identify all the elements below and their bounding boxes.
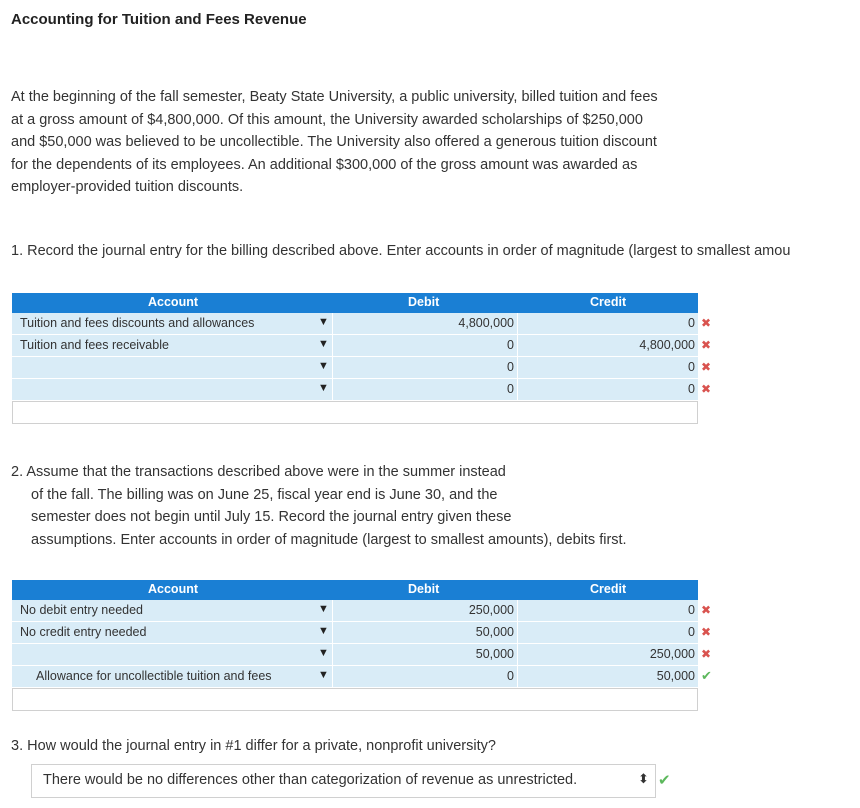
question-2-line: semester does not begin until July 15. Record the journal entry given these: [31, 509, 512, 526]
journal-header: [12, 293, 698, 313]
account-select[interactable]: [12, 666, 332, 687]
journal-row: [12, 600, 712, 622]
debit-input[interactable]: [333, 666, 517, 687]
credit-value: 0: [688, 316, 695, 330]
page-title: Accounting for Tuition and Fees Revenue: [11, 11, 307, 28]
credit-value: 50,000: [656, 669, 695, 683]
debit-value: 0: [507, 382, 514, 396]
problem-description: At the beginning of the fall semester, Beaty State University, a public university, billed tuition and fees at a gross amount of $4,800,000. Of this amount, the University awarded scholarships of $250,000 and $50,000 was believed to be uncollectible. The University also offered a generous tuition discount for the dependents of its employees. An additional $300,000 of the gross amount was awarded as employer-provided tuition discounts.: [11, 89, 658, 196]
credit-value: 4,800,000: [639, 338, 695, 352]
debit-header: Debit: [408, 295, 440, 309]
account-select[interactable]: [12, 335, 332, 356]
journal-row: [12, 313, 712, 335]
credit-value: 250,000: [649, 647, 695, 661]
account-value: No credit entry needed: [20, 625, 147, 639]
journal-footer: [12, 688, 698, 711]
credit-input[interactable]: [518, 379, 698, 400]
journal-row: [12, 335, 712, 357]
chevron-down-icon: ▼: [318, 382, 329, 394]
debit-input[interactable]: [333, 622, 517, 643]
journal-row: [12, 357, 712, 379]
journal-row: [12, 644, 712, 666]
debit-value: 250,000: [468, 603, 514, 617]
account-value: Tuition and fees discounts and allowances: [20, 316, 255, 330]
credit-input[interactable]: [518, 622, 698, 643]
chevron-down-icon: ▼: [318, 647, 329, 659]
journal-row: [12, 622, 712, 644]
credit-header: Credit: [590, 582, 627, 596]
chevron-down-icon: ▼: [318, 338, 329, 350]
chevron-down-icon: ▼: [318, 625, 329, 637]
credit-input[interactable]: [518, 644, 698, 665]
debit-input[interactable]: [333, 379, 517, 400]
credit-header: Credit: [590, 295, 627, 309]
journal-footer: [12, 401, 698, 424]
account-header: Account: [148, 582, 198, 596]
debit-input[interactable]: [333, 644, 517, 665]
journal-row: [12, 379, 712, 401]
debit-input[interactable]: [333, 335, 517, 356]
x-mark-icon: ✖: [701, 338, 712, 352]
updown-arrows-icon: ⬍: [638, 771, 649, 786]
x-mark-icon: ✖: [701, 603, 712, 617]
credit-input[interactable]: [518, 335, 698, 356]
chevron-down-icon: ▼: [318, 669, 329, 681]
x-mark-icon: ✖: [701, 625, 712, 639]
journal-table-1: [12, 293, 712, 424]
question-2-line: 2. Assume that the transactions described above were in the summer instead: [11, 464, 506, 480]
debit-value: 4,800,000: [458, 316, 514, 330]
credit-value: 0: [688, 603, 695, 617]
journal-header: [12, 580, 698, 600]
question-1-text: 1. Record the journal entry for the billing described above. Enter accounts in order of magnitude (largest to smallest amou: [11, 243, 791, 259]
debit-input[interactable]: [333, 357, 517, 378]
credit-input[interactable]: [518, 313, 698, 334]
x-mark-icon: ✖: [701, 360, 712, 374]
question-3-text: 3. How would the journal entry in #1 differ for a private, nonprofit university?: [11, 738, 496, 754]
journal-table-2: [12, 580, 712, 711]
account-select[interactable]: [12, 313, 332, 334]
answer-value: There would be no differences other than categorization of revenue as unrestricted.: [43, 772, 578, 788]
account-value: Tuition and fees receivable: [20, 338, 169, 352]
chevron-down-icon: ▼: [318, 360, 329, 372]
question-2-line: assumptions. Enter accounts in order of magnitude (largest to smallest amounts), debits first.: [31, 531, 627, 548]
credit-input[interactable]: [518, 600, 698, 621]
account-select[interactable]: [12, 600, 332, 621]
debit-value: 0: [507, 360, 514, 374]
check-mark-icon: ✔: [701, 668, 712, 683]
debit-input[interactable]: [333, 600, 517, 621]
debit-value: 50,000: [475, 625, 514, 639]
journal-row: [12, 666, 712, 688]
account-select[interactable]: [12, 644, 332, 665]
credit-input[interactable]: [518, 666, 698, 687]
debit-value: 0: [507, 669, 514, 683]
chevron-down-icon: ▼: [318, 316, 329, 328]
account-select[interactable]: [12, 622, 332, 643]
check-mark-icon: ✔: [658, 772, 671, 789]
debit-value: 0: [507, 338, 514, 352]
debit-value: 50,000: [475, 647, 514, 661]
x-mark-icon: ✖: [701, 382, 712, 396]
credit-input[interactable]: [518, 357, 698, 378]
x-mark-icon: ✖: [701, 316, 712, 330]
question-2-line: of the fall. The billing was on June 25, fiscal year end is June 30, and the: [31, 486, 498, 503]
debit-input[interactable]: [333, 313, 517, 334]
debit-header: Debit: [408, 582, 440, 596]
account-header: Account: [148, 295, 198, 309]
account-value: No debit entry needed: [20, 603, 144, 617]
account-select[interactable]: [12, 379, 332, 400]
credit-value: 0: [688, 625, 695, 639]
question-2-text: [11, 461, 711, 551]
chevron-down-icon: ▼: [318, 603, 329, 615]
answer-select[interactable]: [31, 764, 656, 798]
account-value: Allowance for uncollectible tuition and fees: [36, 669, 272, 683]
account-select[interactable]: [12, 357, 332, 378]
credit-value: 0: [688, 382, 695, 396]
x-mark-icon: ✖: [701, 647, 712, 661]
credit-value: 0: [688, 360, 695, 374]
